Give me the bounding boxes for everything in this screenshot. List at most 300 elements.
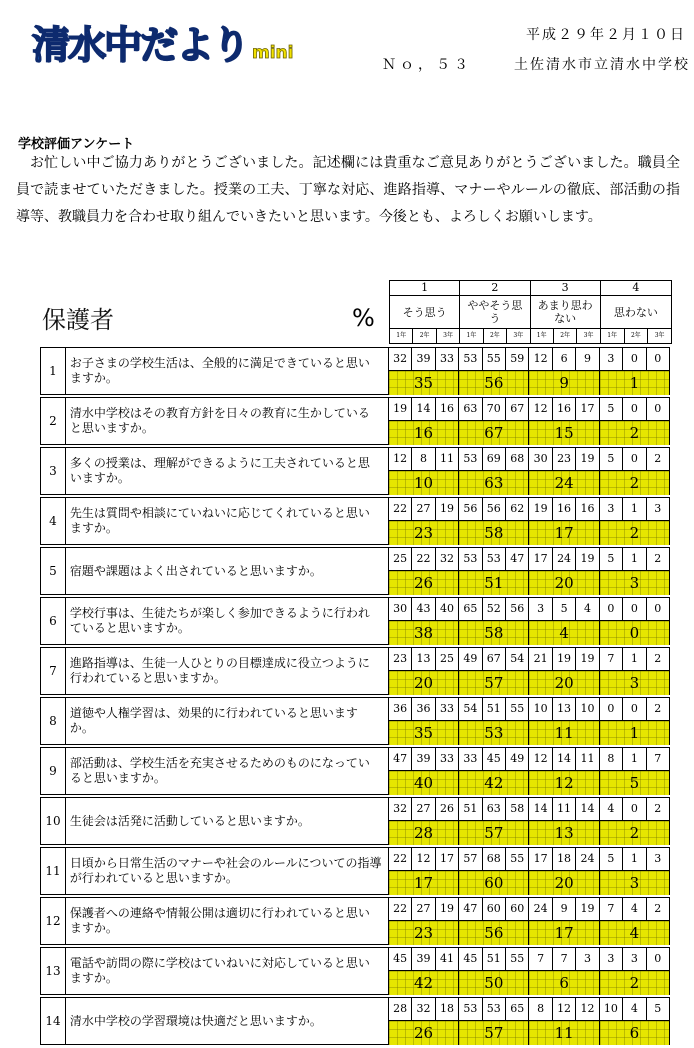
grade-percentage-cell: 55 [506,948,529,970]
grade-percentage-cell: 2 [654,652,662,665]
question-text: 学校行事は、生徒たちが楽しく参加できるように行われていると思いますか。 [66,598,389,644]
grade-percentage-cell: 3 [654,852,662,865]
grade-percentage-cell: 70 [483,398,506,420]
grade-percentage-cell: 56 [483,498,506,520]
question-number: 1 [41,348,66,394]
grade-percentage-cell: 11 [576,748,599,770]
survey-table-header [389,280,672,344]
grade-percentage-cell: 3 [600,498,623,520]
total-percentage-cell: 20 [389,671,459,695]
intro-paragraph: お忙しい中ご協力ありがとうございました。記述欄には貴重なご意見ありがとうございました。職員全員で読ませていただきました。授業の工夫、丁寧な対応、進路指導、マナーやルールの徹底、部活動の指導等、教職員力を合わせ取り組んでいきたいと思います。今後とも、よろしくお願いします。 [16,155,680,225]
total-percentage-cell: 5 [600,771,669,795]
grade-percentage-cell: 49 [459,648,482,670]
unit-label: % [352,304,375,332]
table-row [40,747,670,795]
grade-percentage-cell: 36 [389,698,412,720]
total-percentage-cell: 15 [529,421,599,445]
grade-percentages [389,398,669,421]
total-percentage-cell: 17 [389,871,459,895]
grade-percentage-cell: 3 [576,948,599,970]
table-row [40,897,670,945]
grade-percentage-cell: 67 [506,398,529,420]
grade-percentage-cell: 68 [483,848,506,870]
total-percentage-cell: 57 [459,671,529,695]
grade-percentage-cell: 19 [576,648,599,670]
grade-percentage-cell: 4 [576,598,599,620]
grade-percentage-cell: 11 [436,448,459,470]
answer-column-header [601,281,671,343]
total-percentage-cell: 26 [389,571,459,595]
newsletter-logo [32,14,294,66]
answer-column-label: 思わない [601,296,671,329]
response-values [389,848,669,894]
grade-percentages [389,648,669,671]
total-percentage-cell: 2 [600,821,669,845]
question-number: 3 [41,448,66,494]
grade-percentage-cell: 45 [483,748,506,770]
table-row [40,497,670,545]
grade-percentage-cell: 57 [459,848,482,870]
total-percentage-cell: 63 [459,471,529,495]
table-row [40,397,670,445]
response-values [389,448,669,494]
grade-percentage-cell: 16 [436,398,459,420]
question-text: お子さまの学校生活は、全般的に満足できていると思いますか。 [66,348,389,394]
grade-percentages [389,798,669,821]
grade-percentage-cell: 7 [529,948,552,970]
grade-percentage-cell: 52 [483,598,506,620]
total-percentage-cell: 3 [600,571,669,595]
grade-percentage-cell: 2 [654,702,662,715]
total-percentage-cell: 2 [600,421,669,445]
grade-percentage-cell: 32 [412,998,435,1020]
table-row [40,697,670,745]
grade-percentage-cell: 5 [600,448,623,470]
grade-percentage-cell: 5 [600,398,623,420]
year-labels [460,329,529,343]
total-percentage-cell: 50 [459,971,529,995]
grade-percentage-cell: 53 [459,448,482,470]
total-percentages [389,371,669,395]
table-row [40,797,670,845]
grade-percentage-cell: 19 [529,498,552,520]
grade-percentage-cell: 2 [654,902,662,915]
response-values [389,798,669,844]
grade-percentage-cell: 47 [389,748,412,770]
grade-percentage-cell: 56 [506,598,529,620]
total-percentage-cell: 11 [529,1021,599,1045]
grade-percentage-cell: 10 [600,998,623,1020]
grade-percentage-cell: 25 [436,648,459,670]
grade-percentages [389,448,669,471]
grade-percentage-cell: 24 [529,898,552,920]
grade-percentage-cell: 9 [553,898,576,920]
grade-percentage-cell: 7 [654,752,662,765]
grade-percentage-cell: 0 [654,352,662,365]
response-values [389,948,669,994]
total-percentage-cell: 3 [600,671,669,695]
question-text: 保護者への連絡や情報公開は適切に行われていると思いますか。 [66,898,389,944]
total-percentage-cell: 3 [600,871,669,895]
grade-percentage-cell: 68 [506,448,529,470]
response-values [389,498,669,544]
grade-percentage-cell: 55 [506,848,529,870]
grade-percentage-cell: 54 [459,698,482,720]
total-percentages [389,521,669,545]
total-percentage-cell: 20 [529,671,599,695]
grade-percentage-cell: 0 [600,698,623,720]
table-row [40,647,670,695]
grade-percentage-cell: 18 [436,998,459,1020]
question-number: 5 [41,548,66,594]
grade-percentage-cell: 33 [436,348,459,370]
grade-percentage-cell: 27 [412,498,435,520]
grade-percentage-cell: 39 [412,948,435,970]
total-percentage-cell: 0 [600,621,669,645]
total-percentage-cell: 11 [529,721,599,745]
grade-percentage-cell: 25 [389,548,412,570]
grade-percentage-cell: 10 [529,698,552,720]
total-percentage-cell: 9 [529,371,599,395]
grade-percentage-cell: 63 [483,798,506,820]
total-percentage-cell: 12 [529,771,599,795]
total-percentage-cell: 20 [529,871,599,895]
total-percentage-cell: 35 [389,721,459,745]
total-percentage-cell: 58 [459,521,529,545]
grade-percentage-cell: 33 [459,748,482,770]
grade-percentage-cell: 49 [506,748,529,770]
grade-percentage-cell: 7 [553,948,576,970]
issue-number: Ｎｏ，５３ [382,57,472,73]
answer-column-label: ややそう思う [460,296,529,329]
grade-percentage-cell: 59 [506,348,529,370]
total-percentages [389,671,669,695]
grade-percentage-cell: 27 [412,898,435,920]
survey-table-body [40,347,670,1047]
total-percentages [389,571,669,595]
total-percentage-cell: 6 [529,971,599,995]
grade-percentages [389,348,669,371]
grade-percentage-cell: 22 [412,548,435,570]
grade-percentages [389,698,669,721]
grade-percentage-cell: 2 [654,452,662,465]
grade-percentage-cell: 6 [553,348,576,370]
grade-percentage-cell: 55 [483,348,506,370]
grade-percentage-cell: 23 [389,648,412,670]
grade-percentage-cell: 47 [459,898,482,920]
year-label: 3年 [583,332,594,339]
total-percentage-cell: 51 [459,571,529,595]
grade-percentages [389,998,669,1021]
grade-percentage-cell: 32 [436,548,459,570]
grade-percentage-cell: 12 [529,348,552,370]
total-percentages [389,821,669,845]
grade-percentage-cell: 0 [654,402,662,415]
response-values [389,548,669,594]
grade-percentage-cell: 7 [600,898,623,920]
response-values [389,398,669,444]
total-percentages [389,1021,669,1045]
grade-percentage-cell: 0 [623,698,646,720]
year-labels [601,329,671,343]
grade-percentage-cell: 30 [529,448,552,470]
question-number: 7 [41,648,66,694]
question-text: 多くの授業は、理解ができるように工夫されていると思いますか。 [66,448,389,494]
grade-percentage-cell: 51 [483,698,506,720]
grade-percentage-cell: 33 [436,748,459,770]
grade-percentage-cell: 65 [506,998,529,1020]
question-text: 清水中学校の学習環境は快適だと思いますか。 [66,998,389,1044]
total-percentage-cell: 53 [459,721,529,745]
grade-percentage-cell: 69 [483,448,506,470]
grade-percentage-cell: 8 [412,448,435,470]
total-percentages [389,871,669,895]
grade-percentage-cell: 8 [529,998,552,1020]
grade-percentage-cell: 0 [623,398,646,420]
total-percentage-cell: 42 [459,771,529,795]
grade-percentage-cell: 17 [529,548,552,570]
question-text: 日頃から日常生活のマナーや社会のルールについての指導が行われていると思いますか。 [66,848,389,894]
total-percentage-cell: 35 [389,371,459,395]
grade-percentages [389,898,669,921]
total-percentage-cell: 24 [529,471,599,495]
response-values [389,698,669,744]
question-number: 13 [41,948,66,994]
school-name: 土佐清水市立清水中学校 [514,57,690,73]
grade-percentage-cell: 28 [389,998,412,1020]
grade-percentage-cell: 12 [529,398,552,420]
grade-percentage-cell: 11 [553,798,576,820]
total-percentage-cell: 57 [459,1021,529,1045]
grade-percentage-cell: 58 [506,798,529,820]
total-percentage-cell: 42 [389,971,459,995]
year-label: 3年 [443,332,453,339]
total-percentages [389,421,669,445]
total-percentage-cell: 4 [529,621,599,645]
grade-percentage-cell: 21 [529,648,552,670]
question-text: 先生は質問や相談にていねいに応じてくれていると思いますか。 [66,498,389,544]
total-percentage-cell: 67 [459,421,529,445]
table-row [40,547,670,595]
total-percentage-cell: 16 [389,421,459,445]
grade-percentage-cell: 12 [412,848,435,870]
grade-percentage-cell: 3 [623,948,646,970]
grade-percentages [389,948,669,971]
table-row [40,847,670,895]
answer-column-header [390,281,460,343]
year-labels [531,329,600,343]
total-percentage-cell: 17 [529,921,599,945]
grade-percentages [389,748,669,771]
total-percentage-cell: 57 [459,821,529,845]
grade-percentages [389,848,669,871]
answer-column-number: 2 [460,281,529,296]
question-text: 電話や訪問の際に学校はていねいに対応していると思いますか。 [66,948,389,994]
grade-percentage-cell: 33 [436,698,459,720]
grade-percentage-cell: 36 [412,698,435,720]
year-labels [390,329,459,343]
grade-percentage-cell: 3 [529,598,552,620]
response-values [389,748,669,794]
total-percentages [389,621,669,645]
grade-percentage-cell: 1 [623,648,646,670]
grade-percentage-cell: 8 [600,748,623,770]
grade-percentage-cell: 3 [600,948,623,970]
grade-percentage-cell: 4 [623,898,646,920]
section-title: 学校評価アンケート [18,137,135,152]
total-percentage-cell: 26 [389,1021,459,1045]
table-row [40,597,670,645]
grade-percentage-cell: 54 [506,648,529,670]
grade-percentage-cell: 12 [553,998,576,1020]
year-label: 2年 [484,329,507,343]
total-percentage-cell: 56 [459,371,529,395]
total-percentages [389,771,669,795]
grade-percentage-cell: 0 [623,598,646,620]
grade-percentage-cell: 32 [389,348,412,370]
response-values [389,648,669,694]
year-label: 1年 [390,329,413,343]
grade-percentage-cell: 47 [506,548,529,570]
total-percentage-cell: 60 [459,871,529,895]
grade-percentage-cell: 55 [506,698,529,720]
total-percentage-cell: 10 [389,471,459,495]
total-percentage-cell: 6 [600,1021,669,1045]
question-text: 道徳や人権学習は、効果的に行われていると思いますか。 [66,698,389,744]
grade-percentage-cell: 4 [600,798,623,820]
question-number: 2 [41,398,66,444]
grade-percentage-cell: 13 [553,698,576,720]
answer-column-number: 1 [390,281,459,296]
grade-percentage-cell: 0 [654,602,662,615]
answer-column-header [460,281,530,343]
grade-percentage-cell: 14 [529,798,552,820]
total-percentage-cell: 13 [529,821,599,845]
response-values [389,348,669,394]
total-percentages [389,971,669,995]
total-percentage-cell: 58 [459,621,529,645]
total-percentage-cell: 2 [600,971,669,995]
grade-percentage-cell: 53 [459,998,482,1020]
grade-percentage-cell: 2 [654,802,662,815]
question-number: 11 [41,848,66,894]
question-text: 清水中学校はその教育方針を日々の教育に生かしていると思いますか。 [66,398,389,444]
year-label: 2年 [554,329,577,343]
year-label: 1年 [460,329,483,343]
grade-percentage-cell: 14 [576,798,599,820]
grade-percentage-cell: 60 [483,898,506,920]
grade-percentage-cell: 24 [576,848,599,870]
total-percentage-cell: 40 [389,771,459,795]
grade-percentage-cell: 56 [459,498,482,520]
total-percentage-cell: 2 [600,471,669,495]
table-row [40,947,670,995]
table-row [40,997,670,1045]
grade-percentage-cell: 19 [389,398,412,420]
grade-percentage-cell: 9 [576,348,599,370]
grade-percentage-cell: 45 [459,948,482,970]
grade-percentage-cell: 1 [623,848,646,870]
grade-percentage-cell: 24 [553,548,576,570]
grade-percentage-cell: 17 [436,848,459,870]
grade-percentage-cell: 30 [389,598,412,620]
grade-percentage-cell: 43 [412,598,435,620]
grade-percentage-cell: 7 [600,648,623,670]
grade-percentage-cell: 41 [436,948,459,970]
grade-percentage-cell: 12 [576,998,599,1020]
table-row [40,447,670,495]
grade-percentage-cell: 2 [654,552,662,565]
year-label: 1年 [601,329,625,343]
question-number: 6 [41,598,66,644]
grade-percentage-cell: 12 [529,748,552,770]
grade-percentage-cell: 23 [553,448,576,470]
grade-percentage-cell: 3 [654,502,662,515]
year-label: 1年 [531,329,554,343]
table-row [40,347,670,395]
year-label: 3年 [513,332,524,339]
grade-percentage-cell: 27 [412,798,435,820]
grade-percentage-cell: 16 [553,498,576,520]
grade-percentage-cell: 14 [412,398,435,420]
grade-percentage-cell: 5 [654,1002,662,1015]
grade-percentage-cell: 19 [553,648,576,670]
grade-percentage-cell: 53 [483,998,506,1020]
grade-percentage-cell: 10 [576,698,599,720]
year-label: 2年 [413,329,436,343]
total-percentage-cell: 38 [389,621,459,645]
grade-percentage-cell: 65 [459,598,482,620]
grade-percentage-cell: 67 [483,648,506,670]
total-percentages [389,921,669,945]
grade-percentage-cell: 5 [600,548,623,570]
question-number: 8 [41,698,66,744]
total-percentages [389,471,669,495]
grade-percentage-cell: 1 [623,548,646,570]
grade-percentage-cell: 5 [600,848,623,870]
grade-percentage-cell: 51 [459,798,482,820]
grade-percentage-cell: 19 [436,498,459,520]
grade-percentage-cell: 51 [483,948,506,970]
question-text: 生徒会は活発に活動していると思いますか。 [66,798,389,844]
total-percentage-cell: 1 [600,721,669,745]
grade-percentage-cell: 0 [623,798,646,820]
grade-percentage-cell: 22 [389,898,412,920]
grade-percentage-cell: 0 [623,448,646,470]
grade-percentage-cell: 60 [506,898,529,920]
total-percentage-cell: 56 [459,921,529,945]
grade-percentage-cell: 1 [623,748,646,770]
grade-percentage-cell: 40 [436,598,459,620]
total-percentages [389,721,669,745]
grade-percentage-cell: 19 [436,898,459,920]
grade-percentage-cell: 19 [576,548,599,570]
answer-column-label: そう思う [390,296,459,329]
answer-column-label: あまり思わない [531,296,600,329]
grade-percentage-cell: 17 [529,848,552,870]
total-percentage-cell: 23 [389,921,459,945]
respondent-label: 保護者 [42,306,114,334]
response-values [389,998,669,1044]
grade-percentage-cell: 19 [576,448,599,470]
grade-percentages [389,598,669,621]
grade-percentage-cell: 53 [459,348,482,370]
grade-percentage-cell: 0 [600,598,623,620]
grade-percentage-cell: 45 [389,948,412,970]
answer-column-number: 4 [601,281,671,296]
grade-percentage-cell: 5 [553,598,576,620]
grade-percentage-cell: 22 [389,848,412,870]
